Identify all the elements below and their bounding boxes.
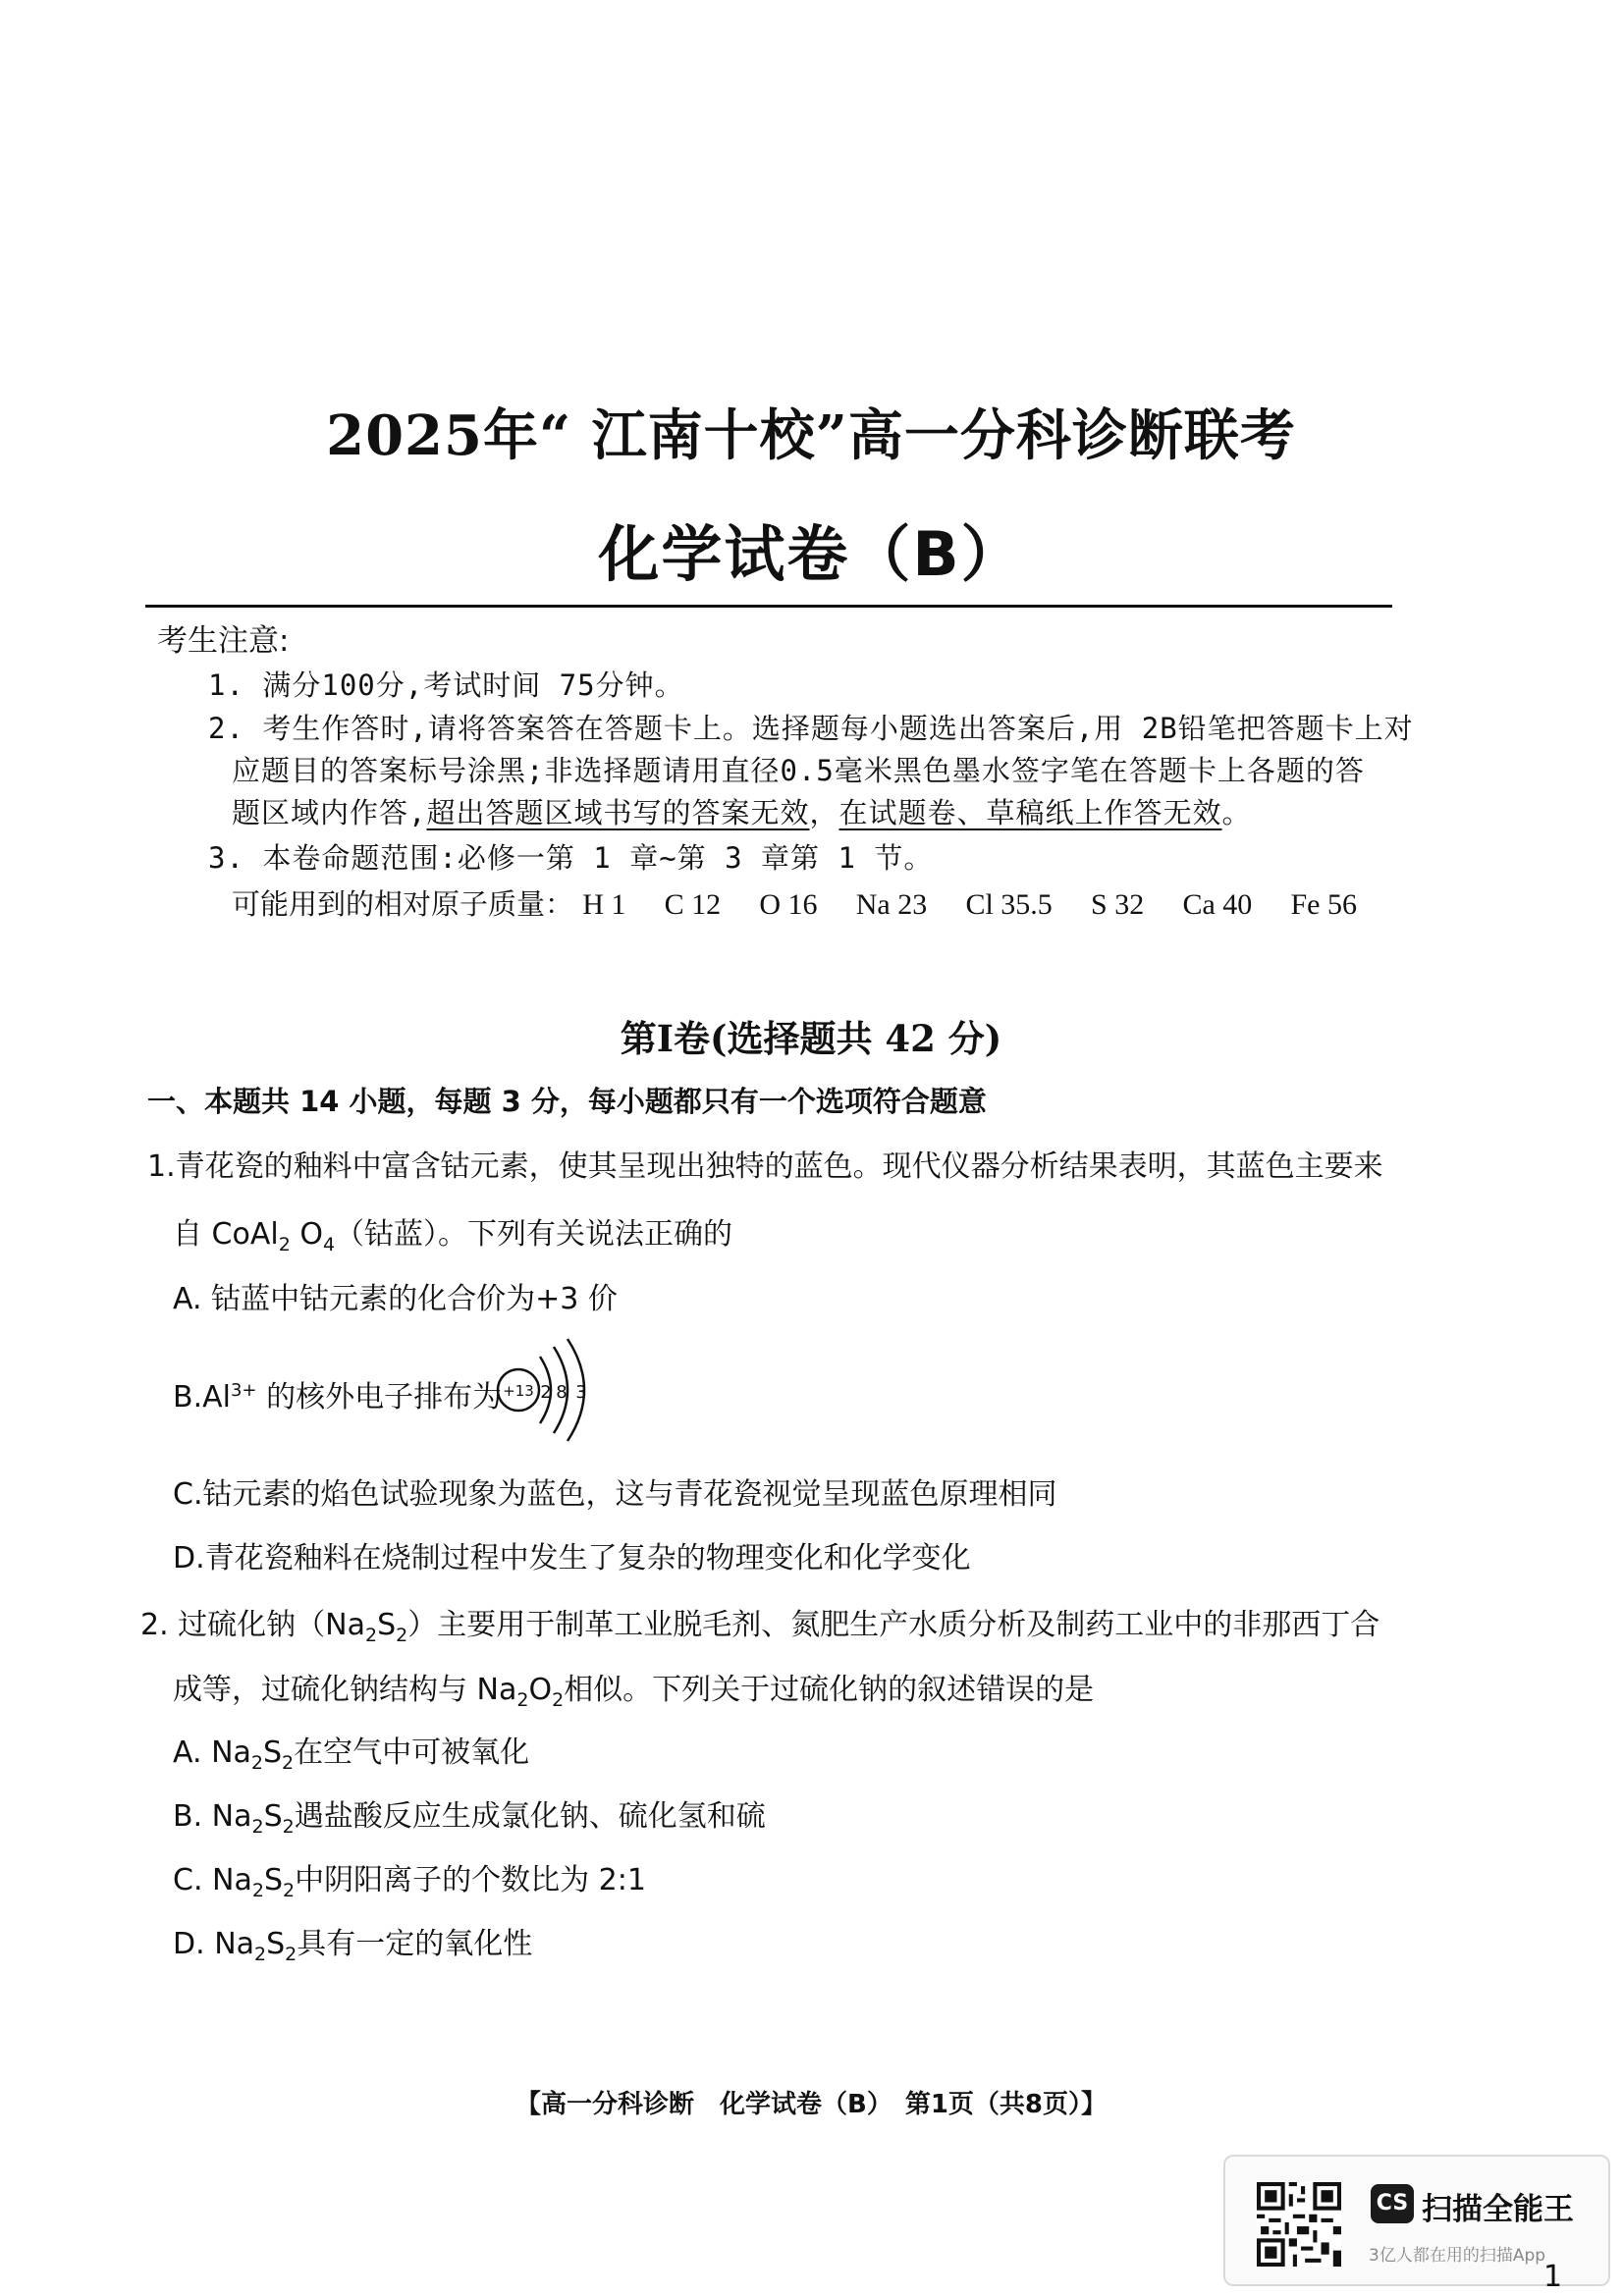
notice-item-2-line-2: 应题目的答案标号涂黑;非选择题请用直径0.5毫米黑色墨水签字笔在答题卡上各题的答 xyxy=(232,754,1365,787)
subscript: 2 xyxy=(552,1689,565,1711)
formula-na: Na xyxy=(211,1735,251,1770)
q2-option-d xyxy=(173,1919,532,1965)
subscript: 2 xyxy=(282,1816,295,1838)
underlined-rule-2: 在试题卷、草稿纸上作答无效 xyxy=(838,796,1222,829)
watermark-brand: 扫描全能王 xyxy=(1422,2192,1574,2227)
subscript: 2 xyxy=(285,1944,297,1965)
electron-configuration-diagram xyxy=(491,1335,609,1443)
q2-text: C. xyxy=(173,1863,213,1897)
subscript: 2 xyxy=(254,1944,267,1965)
subscript: 2 xyxy=(396,1625,408,1646)
notice-text: 。 xyxy=(1221,796,1252,829)
q1-text: 的核外电子排布为 xyxy=(256,1380,503,1415)
q1-text: O xyxy=(290,1217,323,1252)
q2-text: 成等，过硫化钠结构与 Na xyxy=(173,1673,517,1707)
notice-heading: 考生注意: xyxy=(157,623,290,659)
q1-stem-line-1: 1.青花瓷的釉料中富含钴元素，使其呈现出独特的蓝色。现代仪器分析结果表明，其蓝色主要来 xyxy=(147,1149,1383,1184)
formula-na: Na xyxy=(211,1799,252,1834)
subscript: 2 xyxy=(516,1689,529,1711)
atomic-mass-ca: Ca 40 xyxy=(1182,888,1253,921)
atomic-mass-line xyxy=(232,882,1386,923)
camscanner-logo-icon: CS xyxy=(1371,2184,1414,2223)
q2-text: 中阴阳离子的个数比为 2:1 xyxy=(295,1863,646,1897)
subscript: 4 xyxy=(322,1234,336,1255)
underlined-rule-1: 超出答题区域书写的答案无效 xyxy=(426,796,810,829)
formula-na: Na xyxy=(212,1863,252,1897)
q2-text: D. xyxy=(173,1927,215,1961)
page-footer: 【高一分科诊断 化学试卷（B） 第1页（共8页）】 xyxy=(515,2090,1107,2119)
notice-text: ， xyxy=(809,796,839,829)
shell-electrons-1: 2 xyxy=(540,1382,552,1403)
q1-option-a: A. 钴蓝中钴元素的化合价为+3 价 xyxy=(173,1282,618,1316)
notice-text: 题区域内作答, xyxy=(232,796,427,829)
q1-option-c: C.钴元素的焰色试验现象为蓝色，这与青花瓷视觉呈现蓝色原理相同 xyxy=(173,1477,1057,1512)
atomic-mass-c: C 12 xyxy=(664,888,722,921)
q2-stem-line-2 xyxy=(173,1665,1094,1711)
nucleus-charge: +13 xyxy=(503,1382,534,1400)
q1-text: 自 CoAl xyxy=(173,1217,279,1252)
q2-option-a xyxy=(173,1728,529,1774)
atomic-mass-label: 可能用到的相对原子质量： xyxy=(232,887,574,921)
subscript: 2 xyxy=(283,1880,296,1901)
q1-text: （钴蓝）。下列有关说法正确的 xyxy=(335,1217,733,1252)
q2-text: O xyxy=(528,1673,553,1707)
shell-electrons-2: 8 xyxy=(556,1382,568,1403)
q2-text: 相似。下列关于过硫化钠的叙述错误的是 xyxy=(564,1673,1095,1707)
subscript: 2 xyxy=(251,1816,264,1838)
title-divider xyxy=(145,605,1392,608)
subscript: 2 xyxy=(250,1752,263,1774)
q2-option-c xyxy=(173,1855,646,1901)
atomic-mass-s: S 32 xyxy=(1091,888,1145,921)
qr-code-icon xyxy=(1257,2182,1341,2267)
q1-option-b xyxy=(173,1372,502,1415)
notice-item-1: 1. 满分100分,考试时间 75分钟。 xyxy=(208,668,684,702)
subscript: 2 xyxy=(251,1880,264,1901)
q2-text: 具有一定的氧化性 xyxy=(297,1927,533,1961)
shell-electrons-3: 3 xyxy=(575,1382,587,1403)
q2-text: B. xyxy=(173,1799,212,1834)
formula-na: Na xyxy=(214,1927,255,1961)
paper-title: 化学试卷（B） xyxy=(598,518,1024,590)
q2-text: 2. 过硫化钠（Na xyxy=(140,1608,365,1642)
part-heading: 一、本题共 14 小题，每题 3 分，每小题都只有一个选项符合题意 xyxy=(147,1085,987,1118)
atomic-mass-cl: Cl 35.5 xyxy=(965,888,1053,921)
formula-s: S xyxy=(263,1735,283,1770)
exam-title: 2025年“ 江南十校”高一分科诊断联考 xyxy=(326,403,1296,468)
q2-text: 在空气中可被氧化 xyxy=(294,1735,530,1770)
formula-s: S xyxy=(266,1927,286,1961)
formula-s: S xyxy=(263,1799,283,1834)
atomic-mass-o: O 16 xyxy=(759,888,818,921)
page-number: 1 xyxy=(1543,2260,1563,2294)
atomic-mass-fe: Fe 56 xyxy=(1290,888,1357,921)
atomic-mass-h: H 1 xyxy=(582,888,626,921)
subscript: 2 xyxy=(278,1234,291,1255)
subscript: 2 xyxy=(282,1752,295,1774)
notice-item-2-line-3 xyxy=(232,791,1252,831)
q1-text: B.Al xyxy=(173,1380,231,1415)
subscript: 2 xyxy=(364,1625,378,1646)
q2-stem-line-1 xyxy=(140,1600,1379,1646)
watermark-slogan: 3亿人都在用的扫描App xyxy=(1369,2246,1546,2266)
q2-option-b xyxy=(173,1791,766,1838)
atomic-mass-na: Na 23 xyxy=(855,888,928,921)
formula-s: S xyxy=(263,1863,283,1897)
q1-option-d: D.青花瓷釉料在烧制过程中发生了复杂的物理变化和化学变化 xyxy=(173,1541,971,1575)
notice-item-2-line-1: 2. 考生作答时,请将答案答在答题卡上。选择题每小题选出答案后,用 2B铅笔把答题卡上对 xyxy=(208,712,1414,745)
notice-item-3: 3. 本卷命题范围:必修一第 1 章~第 3 章第 1 节。 xyxy=(208,841,934,875)
section-title: 第I卷(选择题共 42 分) xyxy=(620,1017,1002,1060)
q2-text: S xyxy=(377,1608,397,1642)
q2-text: A. xyxy=(173,1735,212,1770)
q1-stem-line-2 xyxy=(173,1209,732,1255)
q2-text: ）主要用于制革工业脱毛剂、氮肥生产水质分析及制药工业中的非那西丁合 xyxy=(407,1608,1380,1642)
q2-text: 遇盐酸反应生成氯化钠、硫化氢和硫 xyxy=(294,1799,766,1834)
superscript: 3+ xyxy=(230,1380,257,1401)
